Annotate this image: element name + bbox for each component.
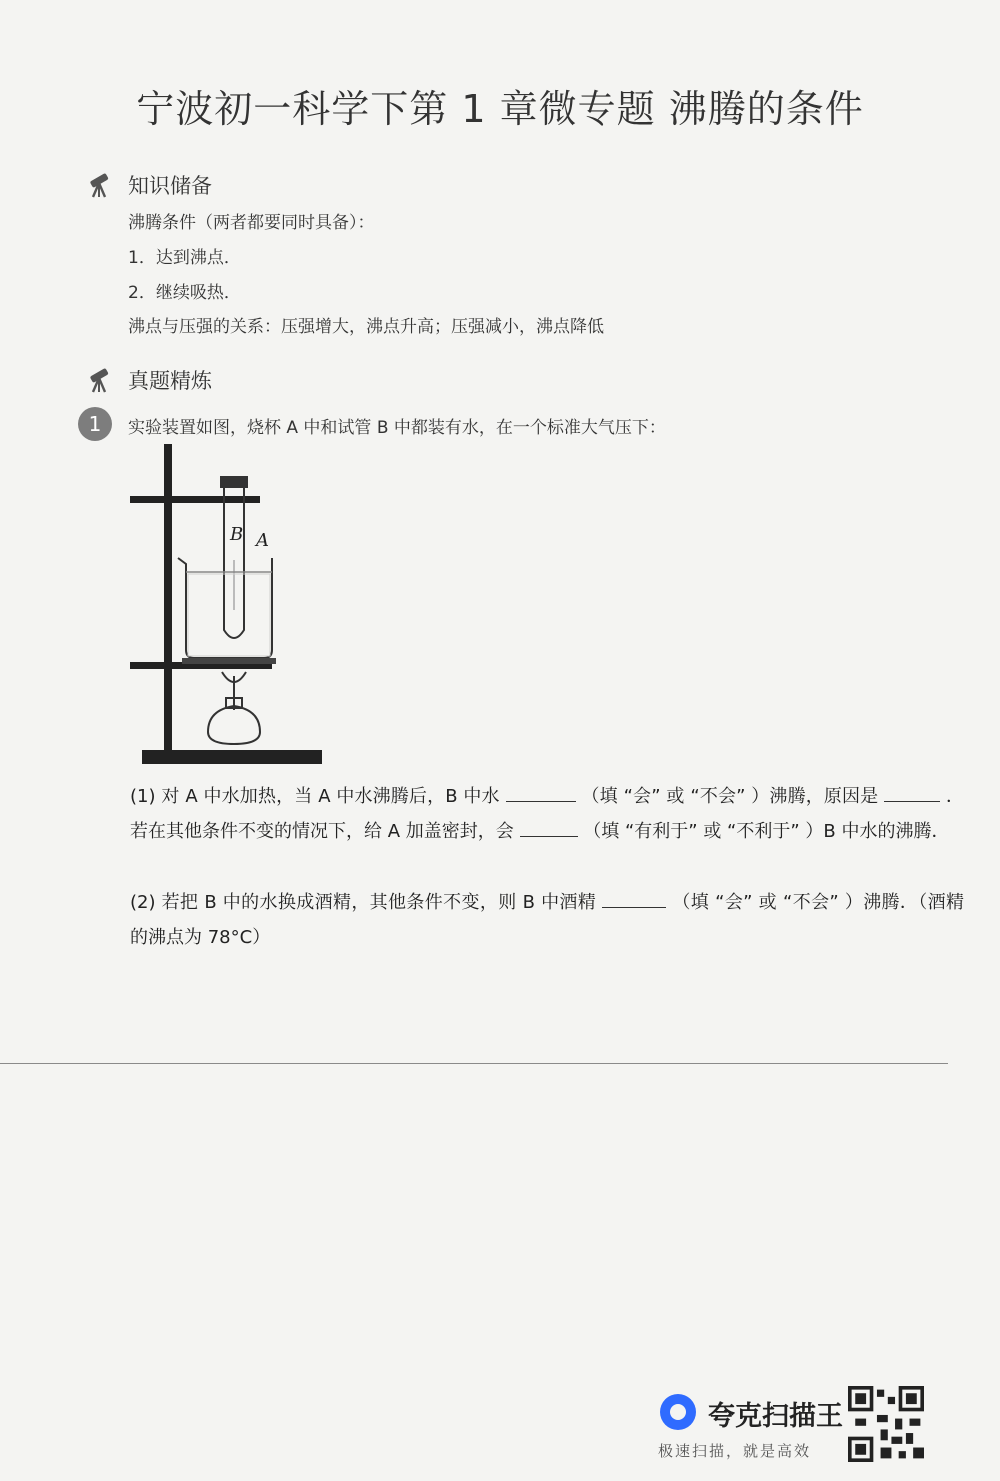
tube-stopper xyxy=(220,476,248,488)
subq2-text-1: (2) 若把 B 中的水换成酒精，其他条件不变，则 B 中酒精 xyxy=(130,892,597,913)
answer-blank-1[interactable] xyxy=(506,783,576,802)
question-stem: 实验装置如图，烧杯 A 中和试管 B 中都装有水，在一个标准大气压下： xyxy=(128,418,666,438)
section-practice-title: 真题精炼 xyxy=(128,369,212,393)
knowledge-line: 2．继续吸热． xyxy=(128,283,241,303)
scanner-watermark xyxy=(656,1390,926,1470)
answer-blank-2[interactable] xyxy=(884,783,940,802)
question-number-badge: 1 xyxy=(78,407,112,441)
page-divider xyxy=(0,1063,948,1064)
answer-blank-3[interactable] xyxy=(520,818,578,837)
section-practice-header xyxy=(84,363,212,397)
brand-slogan: 极速扫描，就是高效 xyxy=(658,1442,812,1460)
subq1-text-3: ．若在其他条件不变的情况下，给 A 加盖密封，会 xyxy=(130,786,965,842)
subq1-text-4: （填 “有利于” 或 “不利于” ）B 中水的沸腾． xyxy=(583,821,950,842)
knowledge-line: 沸点与压强的关系：压强增大，沸点升高；压强减小，沸点降低 xyxy=(128,317,604,337)
qr-code-icon xyxy=(848,1386,924,1462)
quark-logo-icon xyxy=(660,1394,696,1430)
subq1-text-1: (1) 对 A 中水加热，当 A 中水沸腾后，B 中水 xyxy=(130,786,500,807)
section-knowledge-header xyxy=(84,168,212,202)
knowledge-line: 沸腾条件（两者都要同时具备）： xyxy=(128,213,375,233)
alcohol-lamp xyxy=(208,706,260,744)
label-a: A xyxy=(256,530,269,551)
subquestion-2 xyxy=(130,885,964,955)
telescope-icon xyxy=(84,365,114,395)
brand-name: 夸克扫描王 xyxy=(708,1401,843,1432)
knowledge-line: 1．达到沸点． xyxy=(128,248,241,268)
label-b: B xyxy=(230,524,244,545)
section-knowledge-title: 知识储备 xyxy=(128,174,212,198)
clamp-arm xyxy=(130,496,260,503)
page-title: 宁波初一科学下第 1 章微专题 沸腾的条件 xyxy=(136,87,864,131)
subq2-text-2: （填 “会” 或 “不会” ）沸腾．（酒精的沸点为 78°C） xyxy=(130,892,964,948)
apparatus-figure xyxy=(124,440,334,770)
subq1-text-2: （填 “会” 或 “不会” ）沸腾，原因是 xyxy=(581,786,879,807)
stand-rod xyxy=(164,444,172,754)
answer-blank-4[interactable] xyxy=(602,889,666,908)
telescope-icon xyxy=(84,170,114,200)
subquestion-1 xyxy=(130,779,964,849)
